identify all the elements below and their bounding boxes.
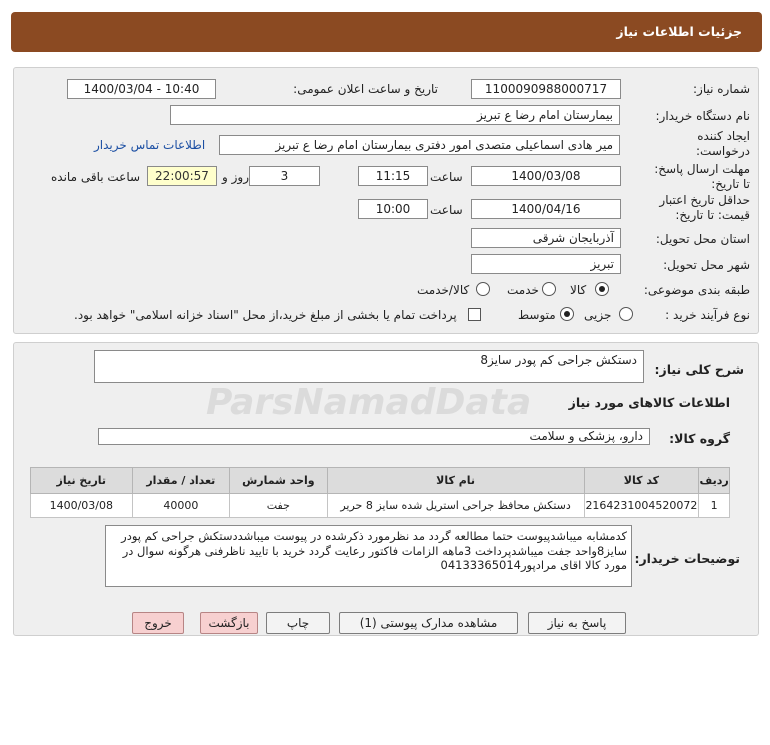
need-number-field: 1100090988000717 (471, 79, 621, 99)
province-label: استان محل تحویل: (655, 232, 750, 246)
need-number-label: شماره نیاز: (693, 82, 750, 96)
treasury-payment-checkbox[interactable] (468, 308, 481, 321)
buyer-org-field: بیمارستان امام رضا ع تبریز (170, 105, 620, 125)
days-label: روز و (222, 170, 249, 184)
buyer-contact-link[interactable]: اطلاعات تماس خریدار (94, 138, 206, 152)
city-field: تبریز (471, 254, 621, 274)
cell-unit: جفت (230, 494, 328, 518)
cell-item-name: دستکش محافظ جراحی استریل شده سایز 8 حریر (327, 494, 584, 518)
exit-button[interactable]: خروج (132, 612, 184, 634)
goods-group-field: دارو، پزشکی و سلامت (98, 428, 650, 445)
cell-quantity: 40000 (132, 494, 230, 518)
announce-datetime-label: تاریخ و ساعت اعلان عمومی: (293, 82, 438, 96)
buyer-notes-label: توضیحات خریدار: (634, 551, 740, 566)
items-table (30, 467, 730, 518)
category-radio-goods-service[interactable] (476, 282, 490, 296)
deadline-time-label: ساعت (430, 170, 463, 184)
page-title: جزئیات اطلاعات نیاز (616, 24, 742, 39)
category-option-service: خدمت (507, 283, 539, 297)
process-type-label: نوع فرآیند خرید : (665, 308, 750, 322)
remaining-label: ساعت باقی مانده (51, 170, 141, 184)
process-option-minor: جزیی (584, 308, 612, 322)
items-section-title: اطلاعات کالاهای مورد نیاز (568, 395, 730, 410)
category-option-goods: کالا (570, 283, 587, 297)
process-option-medium: متوسط (518, 308, 556, 322)
price-validity-date-field: 1400/04/16 (471, 199, 621, 219)
page-header (11, 12, 762, 52)
print-button[interactable]: چاپ (266, 612, 330, 634)
view-attachments-button[interactable]: مشاهده مدارک پیوستی (1) (339, 612, 518, 634)
summary-field: دستکش جراحی کم پودر سایز8 (94, 350, 644, 383)
days-remaining-field: 3 (249, 166, 320, 186)
buyer-notes-field: کدمشابه میباشدپیوست حتما مطالعه گردد مد نظرمورد ذکرشده در پیوست میباشددستکش جراحی کم پودر سایز8واحد جفت میباشدپرداخت 3ماهه الزامات فاکتور رعایت گردد خرید با تایید ناظرفنی هرگونه سوال در مورد کالا اقای مرادپور04133365014 (105, 525, 632, 587)
back-button[interactable]: بازگشت (200, 612, 258, 634)
buyer-org-label: نام دستگاه خریدار: (655, 109, 750, 123)
goods-group-label: گروه کالا: (669, 431, 730, 446)
deadline-date-field: 1400/03/08 (471, 166, 621, 186)
col-item-name: نام کالا (327, 468, 584, 494)
col-unit: واحد شمارش (230, 468, 328, 494)
category-option-goods-service: کالا/خدمت (417, 283, 470, 297)
price-validity-label: حداقل تاریخ اعتبار قیمت: تا تاریخ: (659, 193, 750, 222)
remaining-timer: 22:00:57 (147, 166, 217, 186)
creator-field: میر هادی اسماعیلی متصدی امور دفتری بیمارستان امام رضا ع تبریز (219, 135, 620, 155)
items-table-header (31, 468, 730, 494)
col-row-number: ردیف (699, 468, 730, 494)
province-field: آذربایجان شرقی (471, 228, 621, 248)
cell-row-number: 1 (699, 494, 730, 518)
summary-label: شرح کلی نیاز: (654, 362, 744, 377)
category-radio-service[interactable] (542, 282, 556, 296)
creator-label: ایجاد کننده درخواست: (696, 129, 750, 158)
deadline-time-field: 11:15 (358, 166, 428, 186)
treasury-payment-note: پرداخت تمام یا بخشی از مبلغ خرید،از محل "اسناد خزانه اسلامی" خواهد بود. (74, 308, 457, 322)
category-label: طبقه بندی موضوعی: (643, 283, 750, 297)
process-radio-minor[interactable] (619, 307, 633, 321)
price-validity-time-field: 10:00 (358, 199, 428, 219)
col-quantity: تعداد / مقدار (132, 468, 230, 494)
watermark-text: ParsNamadData (206, 382, 532, 423)
category-radio-goods[interactable] (595, 282, 609, 296)
col-need-date: تاریخ نیاز (31, 468, 133, 494)
city-label: شهر محل تحویل: (663, 258, 750, 272)
col-item-code: کد کالا (584, 468, 699, 494)
announce-datetime-field: 1400/03/04 - 10:40 (67, 79, 216, 99)
cell-item-code: 2164231004520072 (584, 494, 699, 518)
price-validity-time-label: ساعت (430, 203, 463, 217)
process-radio-medium[interactable] (560, 307, 574, 321)
deadline-label: مهلت ارسال پاسخ: تا تاریخ: (654, 162, 750, 191)
reply-button[interactable]: پاسخ به نیاز (528, 612, 626, 634)
cell-need-date: 1400/03/08 (31, 494, 133, 518)
table-row (31, 494, 730, 518)
